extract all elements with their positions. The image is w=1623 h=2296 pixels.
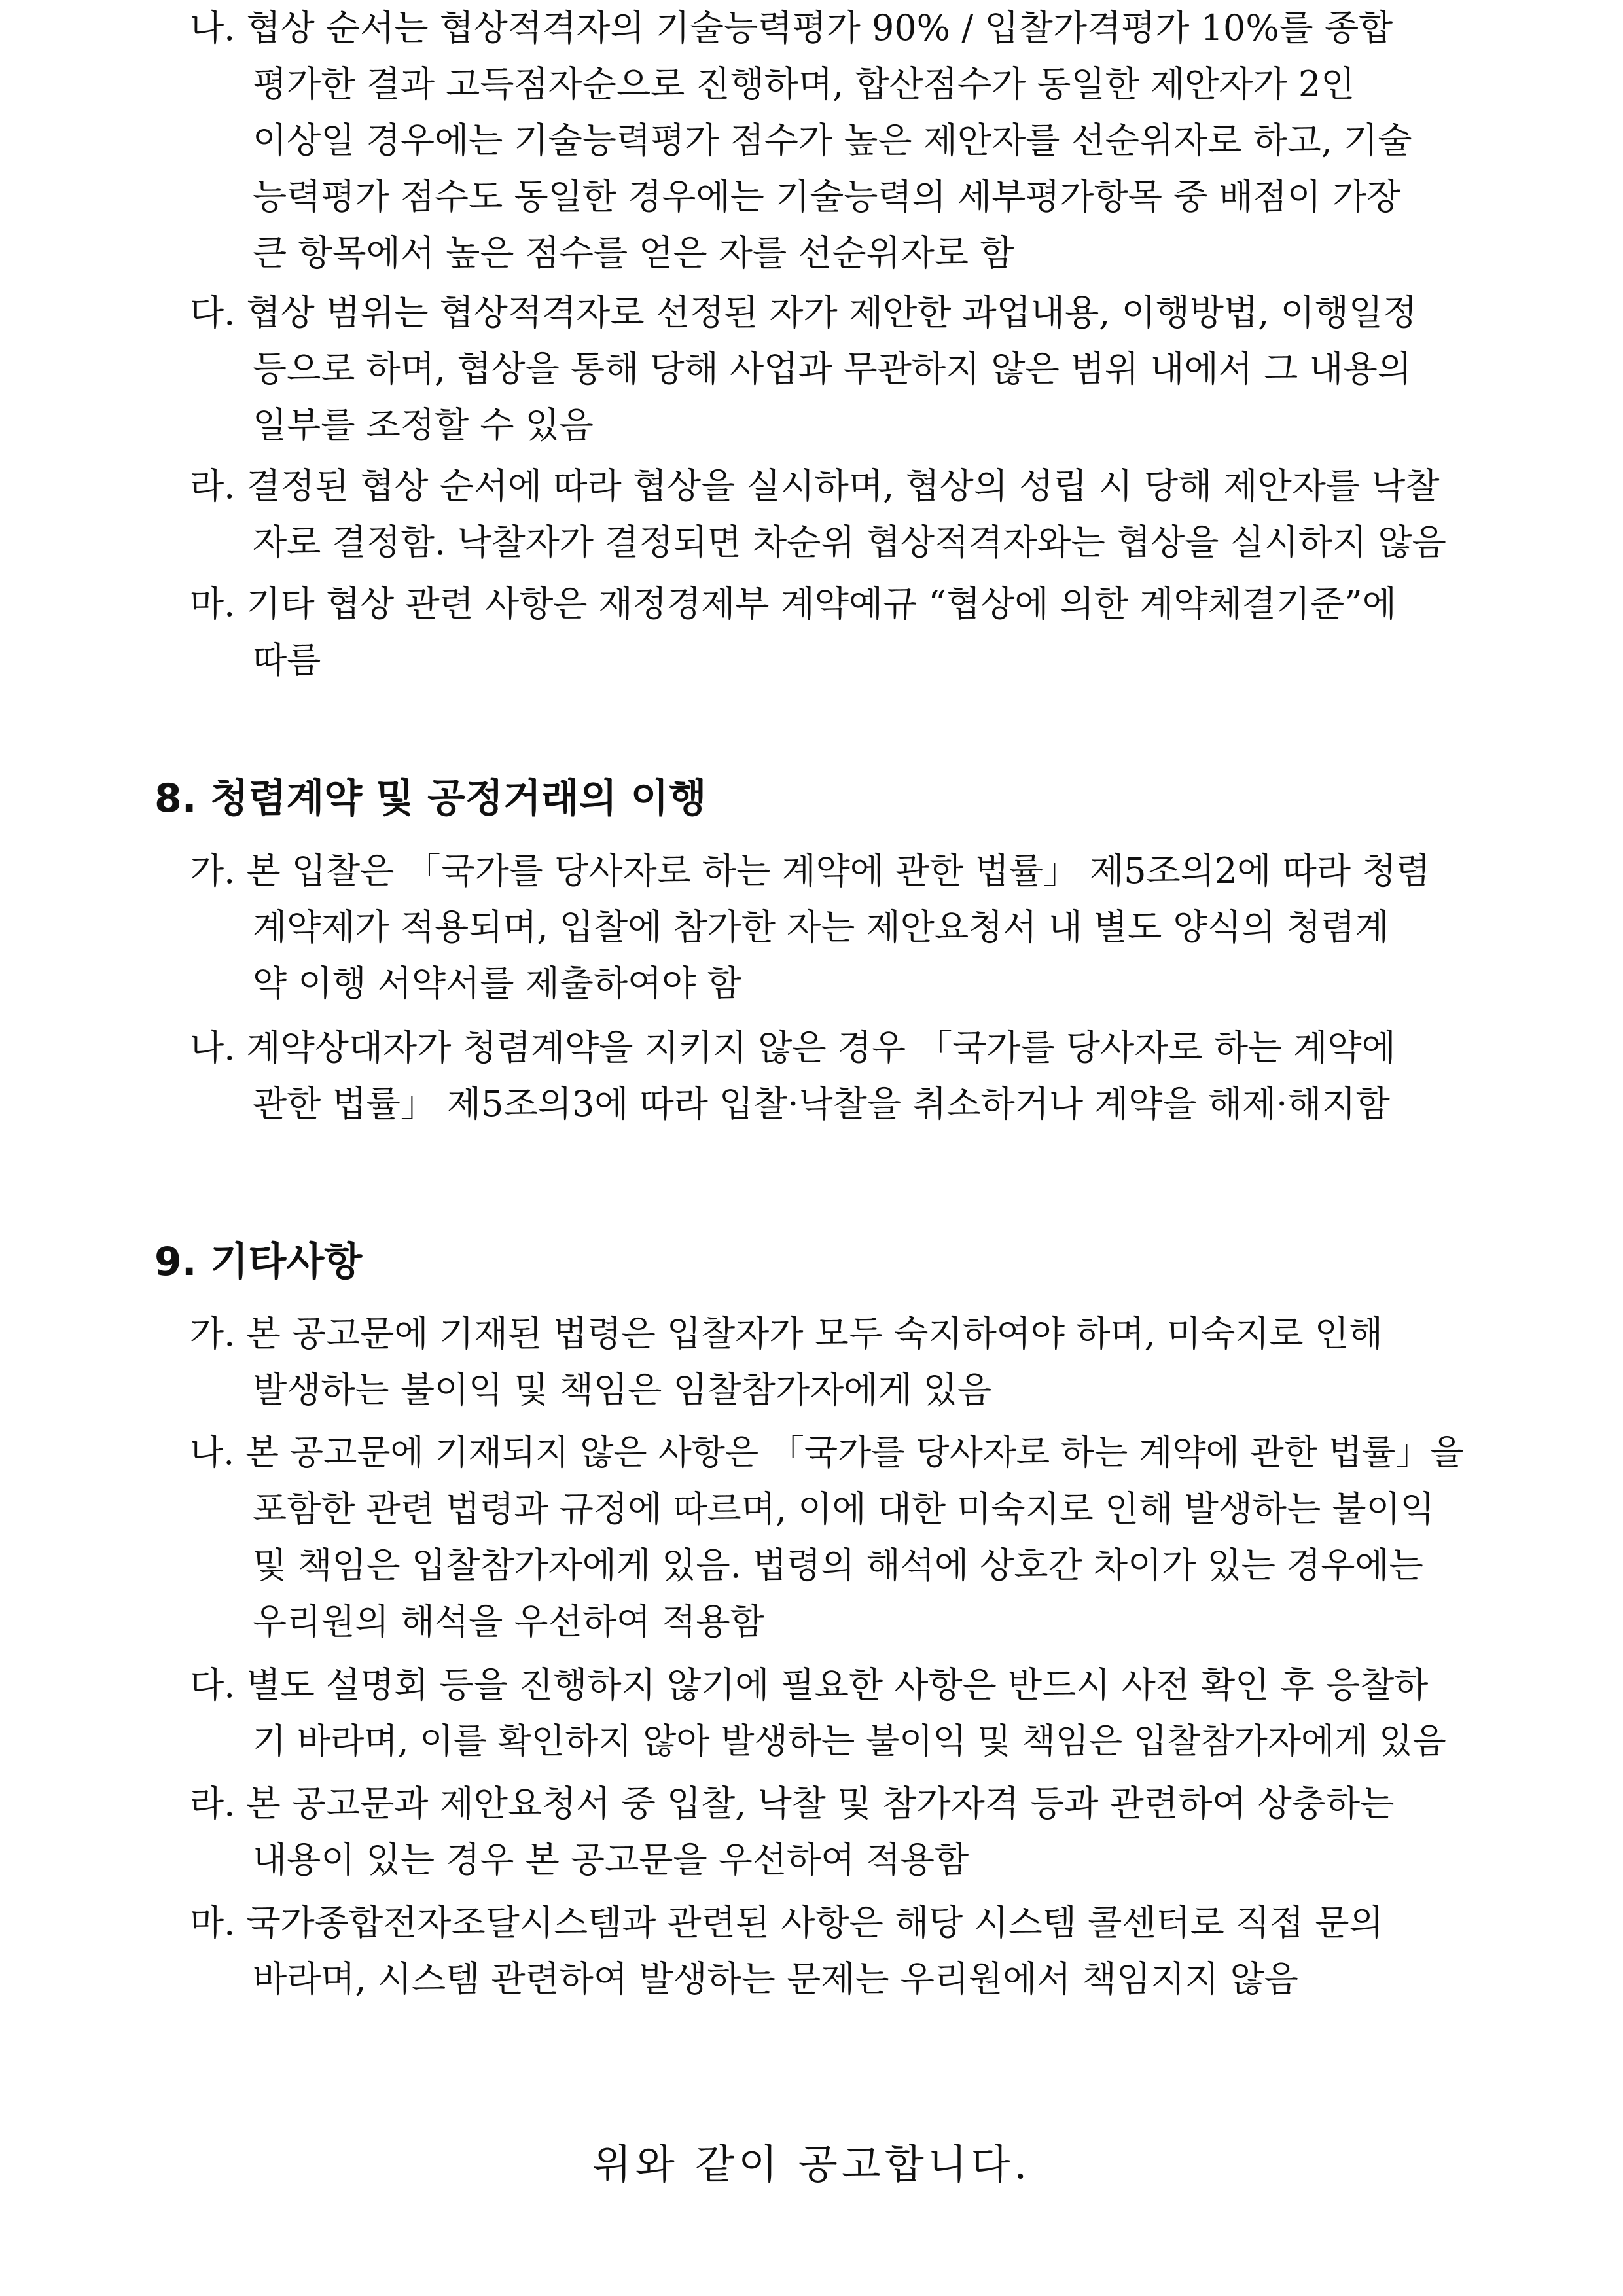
text-line: 나. 본 공고문에 기재되지 않은 사항은 「국가를 당사자로 하는 계약에 관한 법률」을 (190, 1433, 1464, 1473)
text-line: 바라며, 시스템 관련하여 발생하는 문제는 우리원에서 책임지지 않음 (253, 1958, 1298, 2000)
text-line: 일부를 조정할 수 있음 (253, 404, 594, 446)
text-line: 따름 (253, 639, 321, 681)
text-line: 관한 법률」 제5조의3에 따라 입찰·낙찰을 취소하거나 계약을 해제·해지함 (253, 1083, 1390, 1124)
text-line: 내용이 있는 경우 본 공고문을 우선하여 적용함 (253, 1839, 969, 1880)
text-line: 등으로 하며, 협상을 통해 당해 사업과 무관하지 않은 범위 내에서 그 내용의 (253, 348, 1412, 389)
section9-item-da (190, 1657, 1466, 1770)
section9-item-ga (190, 1306, 1466, 1418)
text-line: 마. 국가종합전자조달시스템과 관련된 사항은 해당 시스템 콜센터로 직접 문의 (190, 1902, 1383, 1943)
text-line: 라. 본 공고문과 제안요청서 중 입찰, 낙찰 및 참가자격 등과 관련하여 상충하는 (190, 1783, 1395, 1824)
text-line: 가. 본 공고문에 기재된 법령은 입찰자가 모두 숙지하여야 하며, 미숙지로 인해 (190, 1313, 1383, 1354)
text-line: 포함한 관련 법령과 규정에 따르며, 이에 대한 미숙지로 인해 발생하는 불이익 (253, 1488, 1435, 1530)
section9-item-ra (190, 1776, 1466, 1888)
text-line: 및 책임은 입찰참가자에게 있음. 법령의 해석에 상호간 차이가 있는 경우에는 (253, 1545, 1423, 1586)
text-line: 계약제가 적용되며, 입찰에 참가한 자는 제안요청서 내 별도 양식의 청렴계 (253, 906, 1389, 948)
closing-statement: 위와 같이 공고합니다. (592, 2140, 1031, 2188)
section7-item-da (190, 285, 1466, 454)
text-line: 발생하는 불이익 및 책임은 임찰참가자에게 있음 (253, 1369, 992, 1410)
section8-item-ga (190, 843, 1466, 1012)
section8-item-na (190, 1020, 1466, 1132)
section9-item-ma (190, 1895, 1466, 2007)
text-line: 나. 협상 순서는 협상적격자의 기술능력평가 90% / 입찰가격평가 10%를 종합 (190, 7, 1393, 48)
text-line: 이상일 경우에는 기술능력평가 점수가 높은 제안자를 선순위자로 하고, 기술 (253, 120, 1412, 161)
text-line: 능력평가 점수도 동일한 경우에는 기술능력의 세부평가항목 중 배점이 가장 (253, 176, 1401, 217)
text-line: 평가한 결과 고득점자순으로 진행하며, 합산점수가 동일한 제안자가 2인 (253, 63, 1355, 105)
text-line: 가. 본 입찰은 「국가를 당사자로 하는 계약에 관한 법률」 제5조의2에 따라 청렴 (190, 850, 1431, 891)
section9-item-na (190, 1425, 1466, 1650)
text-line: 다. 협상 범위는 협상적격자로 선정된 자가 제안한 과업내용, 이행방법, 이행일정 (190, 292, 1418, 333)
text-line: 자로 결정함. 낙찰자가 결정되면 차순위 협상적격자와는 협상을 실시하지 않음 (253, 522, 1446, 563)
section7-item-ra (190, 458, 1466, 571)
text-line: 큰 항목에서 높은 점수를 얻은 자를 선순위자로 함 (253, 232, 1014, 274)
section7-item-na (190, 0, 1466, 281)
section7-item-ma (190, 576, 1466, 689)
section8-heading: 8. 청렴계약 및 공정거래의 이행 (154, 776, 707, 821)
text-line: 약 이행 서약서를 제출하여야 함 (253, 963, 741, 1004)
text-line: 라. 결정된 협상 순서에 따라 협상을 실시하며, 협상의 성립 시 당해 제안자를 낙찰 (190, 465, 1440, 507)
text-line: 마. 기타 협상 관련 사항은 재정경제부 계약예규 “협상에 의한 계약체결기준”에 (190, 583, 1397, 624)
section9-heading: 9. 기타사항 (154, 1239, 363, 1285)
text-line: 우리원의 해석을 우선하여 적용함 (253, 1601, 764, 1642)
text-line: 기 바라며, 이를 확인하지 않아 발생하는 불이익 및 책임은 입찰참가자에게 있음 (253, 1721, 1446, 1761)
text-line: 나. 계약상대자가 청렴계약을 지키지 않은 경우 「국가를 당사자로 하는 계약에 (190, 1027, 1396, 1068)
text-line: 다. 별도 설명회 등을 진행하지 않기에 필요한 사항은 반드시 사전 확인 후 응찰하 (190, 1664, 1429, 1706)
